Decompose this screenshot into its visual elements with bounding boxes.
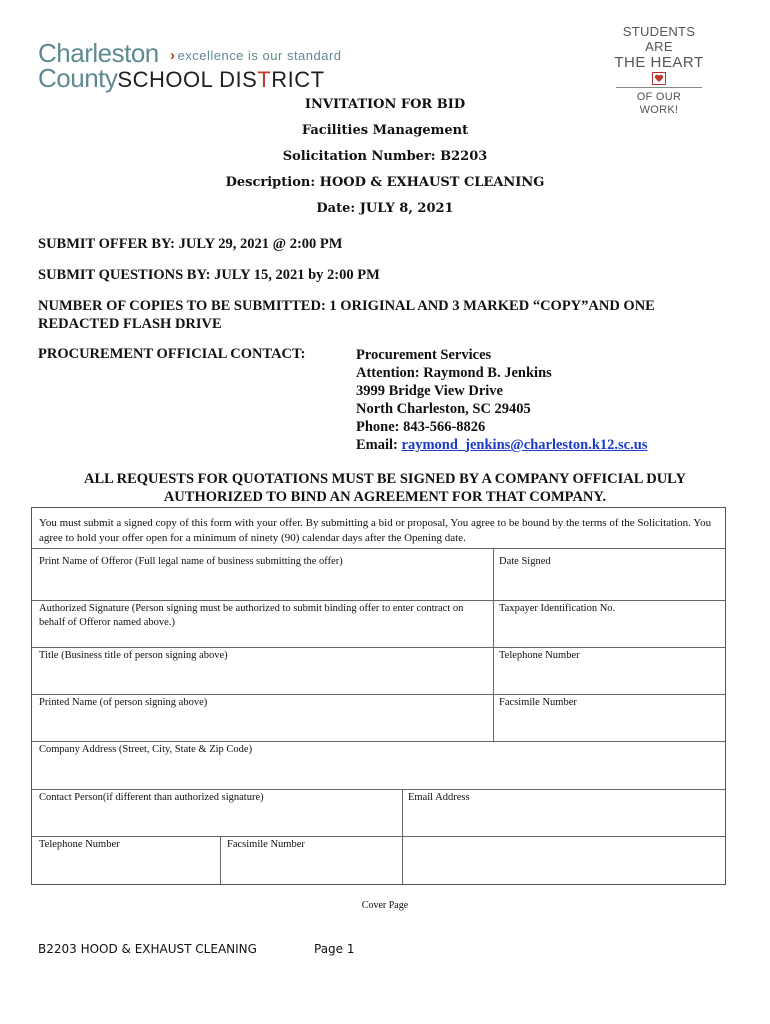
form-intro: You must submit a signed copy of this form with your offer. By submitting a bid or proposal, You agree to be bound by the terms of the Solicitation. You agree to hold your offer open for a minimum of ninety (90) calendar days after the Opening date. <box>39 517 712 544</box>
divider <box>32 836 725 837</box>
logo-county: County <box>38 63 118 93</box>
badge-line1: STUDENTS ARE <box>622 24 696 54</box>
heart-icon <box>652 72 666 85</box>
divider <box>220 836 221 884</box>
submit-offer-deadline: SUBMIT OFFER BY: JULY 29, 2021 @ 2:00 PM <box>38 236 343 252</box>
company-address-field[interactable]: Company Address (Street, City, State & Zip Code) <box>39 744 253 755</box>
divider <box>402 789 403 884</box>
chevron-right-icon: › <box>170 47 176 64</box>
printed-name-field[interactable]: Printed Name (of person signing above) <box>39 697 208 708</box>
issue-date: Date: JULY 8, 2021 <box>316 201 454 216</box>
contact-telephone-field[interactable]: Telephone Number <box>39 839 120 850</box>
submit-questions-deadline: SUBMIT QUESTIONS BY: JULY 15, 2021 by 2:00 PM <box>38 267 380 283</box>
logo-district: SCHOOL DISTRICT <box>117 67 325 92</box>
department: Facilities Management <box>301 123 469 138</box>
doc-title: INVITATION FOR BID <box>304 97 466 112</box>
solicitation-number: Solicitation Number: B2203 <box>282 149 488 164</box>
divider <box>32 600 725 601</box>
page-number: Page 1 <box>314 942 355 956</box>
contact-person-field[interactable]: Contact Person(if different than authorized signature) <box>39 792 264 803</box>
contact-label: PROCUREMENT OFFICIAL CONTACT: <box>38 346 306 362</box>
logo-line-county <box>38 65 325 93</box>
contact-city: North Charleston, SC 29405 <box>356 401 531 417</box>
contact-block <box>356 346 647 454</box>
contact-street: 3999 Bridge View Drive <box>356 383 503 399</box>
cover-page-label: Cover Page <box>361 900 409 911</box>
contact-facsimile-field[interactable]: Facsimile Number <box>227 839 305 850</box>
authorized-signature-field[interactable]: Authorized Signature (Person signing must be authorized to submit binding offer to enter contract on behalf of Offeror named above.) <box>39 603 464 628</box>
offeror-name-field[interactable]: Print Name of Offeror (Full legal name of business submitting the offer) <box>39 556 343 567</box>
divider <box>32 647 725 648</box>
divider <box>493 548 494 741</box>
divider <box>32 741 725 742</box>
contact-phone: Phone: 843-566-8826 <box>356 419 486 435</box>
authorization-line-2: AUTHORIZED TO BIND AN AGREEMENT FOR THAT COMPANY. <box>163 489 607 505</box>
contact-org: Procurement Services <box>356 347 492 363</box>
logo-line-charleston: Charleston <box>38 38 159 68</box>
divider <box>32 548 725 549</box>
footer-doc-name: B2203 HOOD & EXHAUST CLEANING <box>38 942 257 956</box>
email-address-field[interactable]: Email Address <box>408 792 470 803</box>
authorization-notice <box>40 470 730 506</box>
copies-line-1: NUMBER OF COPIES TO BE SUBMITTED: 1 ORIGINAL AND 3 MARKED “COPY”AND ONE <box>38 298 655 314</box>
badge-line3: OF OUR WORK! <box>616 87 702 117</box>
contact-email-line: Email: raymond_jenkins@charleston.k12.sc.us <box>356 437 648 453</box>
divider <box>32 789 725 790</box>
date-signed-field[interactable]: Date Signed <box>499 556 551 567</box>
taxpayer-id-field[interactable]: Taxpayer Identification No. <box>499 603 616 614</box>
telephone-field[interactable]: Telephone Number <box>499 650 580 661</box>
facsimile-field[interactable]: Facsimile Number <box>499 697 577 708</box>
blank-field[interactable] <box>408 838 718 880</box>
business-title-field[interactable]: Title (Business title of person signing above) <box>39 650 228 661</box>
badge-line2: THE HEART <box>614 54 704 71</box>
description: Description: HOOD & EXHAUST CLEANING <box>225 175 545 190</box>
logo-tagline: › excellence is our standard <box>170 47 342 64</box>
offeror-form <box>31 507 726 885</box>
contact-attention: Attention: Raymond B. Jenkins <box>356 365 552 381</box>
divider <box>32 694 725 695</box>
copies-line-2: REDACTED FLASH DRIVE <box>38 316 222 332</box>
contact-email-link[interactable]: raymond_jenkins@charleston.k12.sc.us <box>401 437 648 453</box>
authorization-line-1: ALL REQUESTS FOR QUOTATIONS MUST BE SIGNED BY A COMPANY OFFICIAL DULY <box>84 471 686 487</box>
